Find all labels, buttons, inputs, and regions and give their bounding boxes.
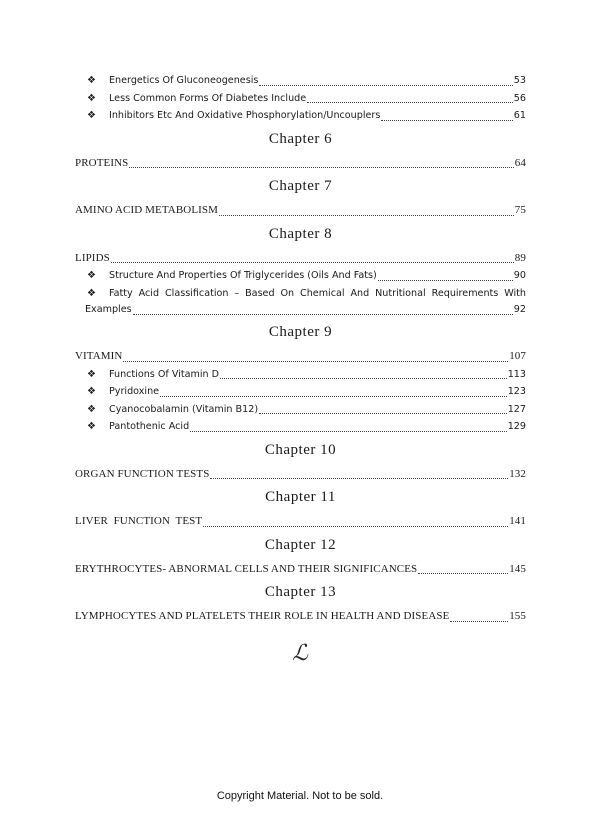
diamond-bullet-icon: ❖	[87, 75, 96, 86]
toc-subitem-label: Pantothenic Acid	[109, 421, 190, 432]
toc-entry-label: AMINO ACID METABOLISM	[75, 204, 218, 216]
toc-page-number: 107	[509, 350, 526, 362]
chapter-heading: Chapter 12	[264, 536, 337, 553]
toc-subitem-label: Fatty Acid Classification – Based On Chemical And Nutritional Requirements With	[109, 287, 526, 299]
toc-page-number: 141	[509, 515, 526, 527]
dot-leader	[219, 214, 514, 216]
diamond-bullet-icon: ❖	[87, 403, 96, 415]
dot-leader	[210, 477, 508, 479]
toc-page-number: 75	[514, 204, 526, 216]
toc-subitem-label: Less Common Forms Of Diabetes Include	[109, 92, 307, 104]
toc-entry-label: VITAMIN	[75, 350, 123, 362]
dot-leader	[123, 360, 508, 362]
chapter-heading: Chapter 10	[264, 441, 337, 458]
toc-subitem[interactable]	[75, 107, 526, 125]
dot-leader	[160, 395, 507, 397]
toc-page-number: 123	[507, 386, 526, 397]
toc-entry-label: LIVER FUNCTION TEST	[75, 515, 203, 527]
toc-entry[interactable]	[75, 561, 526, 579]
toc-subitem-label: Energetics Of Gluconeogenesis	[109, 75, 259, 86]
dot-leader	[111, 261, 514, 263]
chapter-heading: Chapter 9	[268, 324, 333, 340]
toc-entry[interactable]	[75, 466, 526, 484]
dot-leader	[381, 119, 512, 121]
diamond-bullet-icon: ❖	[87, 110, 96, 121]
toc-entry[interactable]	[75, 513, 526, 531]
toc-entry[interactable]	[75, 608, 526, 626]
dot-leader	[129, 166, 513, 168]
toc-subitem-label: Pyridoxine	[109, 386, 160, 397]
toc-entry[interactable]	[75, 348, 526, 366]
dot-leader	[450, 620, 508, 622]
dot-leader	[418, 572, 508, 574]
diamond-bullet-icon: ❖	[87, 368, 96, 380]
flourish-ornament-icon: ℒ	[292, 641, 308, 666]
copyright-footer: Copyright Material. Not to be sold.	[216, 790, 384, 802]
toc-entry-label: ORGAN FUNCTION TESTS	[75, 467, 210, 480]
toc-entry-label: LIPIDS	[75, 251, 110, 264]
toc-entry-label: LYMPHOCYTES AND PLATELETS THEIR ROLE IN HEALTH AND DISEASE	[75, 610, 450, 622]
toc-page-number: 53	[513, 75, 526, 86]
dot-leader	[133, 313, 513, 315]
dot-leader	[307, 101, 513, 103]
diamond-bullet-icon: ❖	[87, 270, 96, 281]
toc-page-number: 113	[507, 368, 526, 380]
toc-page-number: 155	[509, 610, 526, 622]
chapter-heading: Chapter 7	[268, 178, 333, 194]
toc-subitem[interactable]	[75, 72, 526, 90]
chapter-heading: Chapter 8	[268, 225, 333, 242]
toc-subitem-label: Structure And Properties Of Triglycerides (Oils And Fats)	[109, 270, 377, 281]
toc-subitem[interactable]	[75, 383, 526, 401]
toc-subitem-label: Functions Of Vitamin D	[109, 368, 220, 380]
toc-subitem-label-continued: Examples	[85, 304, 132, 315]
toc-page-number: 90	[513, 270, 526, 281]
chapter-heading: Chapter 13	[264, 584, 337, 600]
toc-entry-label: PROTEINS	[75, 156, 129, 169]
dot-leader	[220, 377, 507, 379]
toc-page-number: 61	[513, 110, 526, 121]
diamond-bullet-icon: ❖	[87, 287, 96, 299]
toc-page-number: 56	[513, 92, 526, 104]
toc-entry[interactable]	[75, 250, 526, 268]
toc-subitem[interactable]	[75, 401, 526, 419]
toc-page-number: 127	[507, 403, 526, 415]
dot-leader	[378, 279, 513, 281]
toc-subitem-wrapped[interactable]	[75, 285, 526, 319]
toc-page-number: 145	[509, 562, 526, 575]
toc-subitem[interactable]	[75, 366, 526, 384]
toc-page-number: 89	[514, 251, 526, 264]
toc-subitem-label: Cyanocobalamin (Vitamin B12)	[109, 403, 259, 415]
toc-page-number: 64	[514, 156, 526, 169]
chapter-heading: Chapter 6	[268, 130, 333, 147]
diamond-bullet-icon: ❖	[87, 92, 96, 104]
toc-page-number: 132	[509, 467, 526, 480]
chapter-heading: Chapter 11	[265, 489, 336, 505]
dot-leader	[259, 84, 512, 86]
diamond-bullet-icon: ❖	[87, 421, 96, 432]
toc-subitem-label: Inhibitors Etc And Oxidative Phosphorylation/Uncouplers	[109, 110, 381, 121]
dot-leader	[190, 430, 507, 432]
toc-subitem[interactable]	[75, 267, 526, 285]
diamond-bullet-icon: ❖	[87, 386, 96, 397]
table-of-contents	[75, 72, 526, 626]
toc-entry[interactable]	[75, 202, 526, 220]
toc-subitem[interactable]	[75, 418, 526, 436]
toc-entry-label: ERYTHROCYTES- ABNORMAL CELLS AND THEIR SIGNIFICANCES	[75, 562, 418, 575]
dot-leader	[259, 412, 507, 414]
toc-page-number: 92	[513, 304, 526, 315]
toc-entry[interactable]	[75, 155, 526, 173]
dot-leader	[203, 525, 508, 527]
toc-page-number: 129	[507, 421, 526, 432]
toc-subitem[interactable]	[75, 90, 526, 108]
